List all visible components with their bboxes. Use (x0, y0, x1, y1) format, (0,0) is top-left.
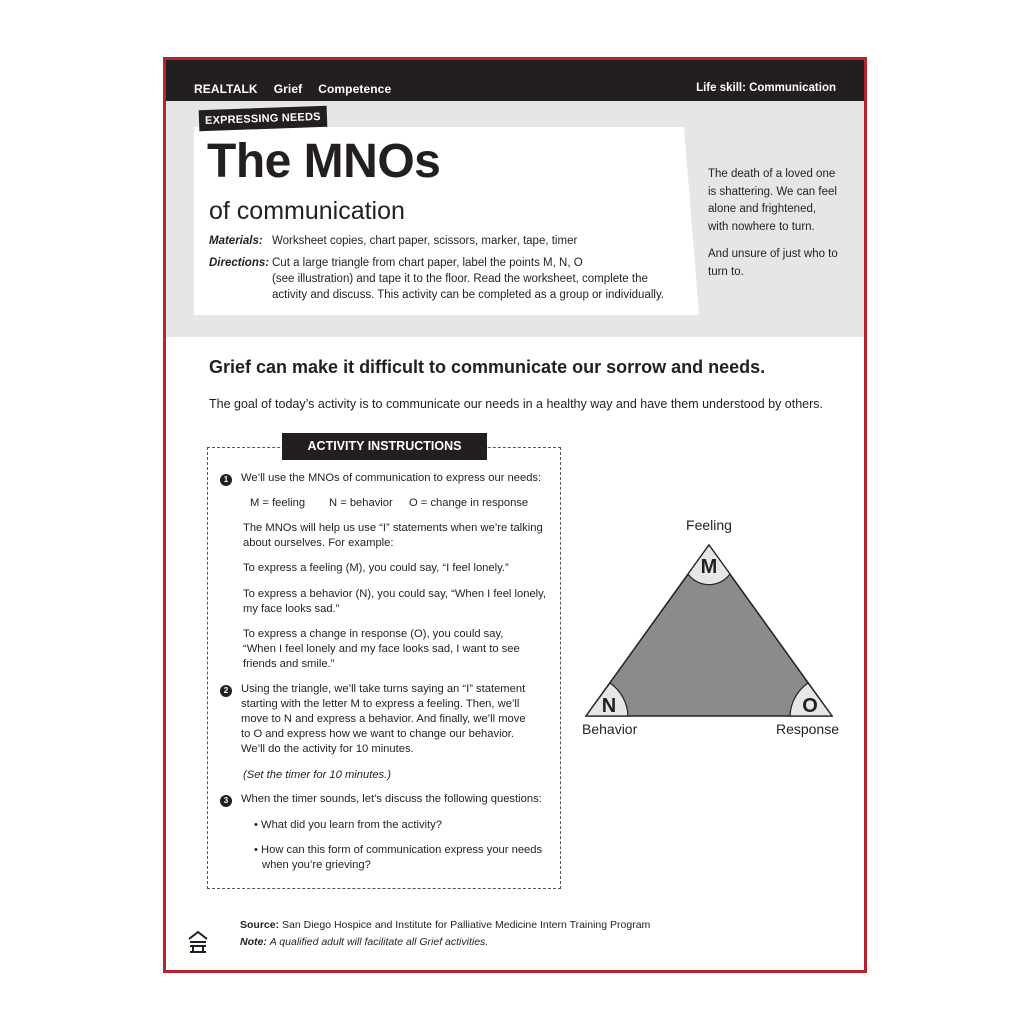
source-line (240, 918, 650, 933)
response-label: Response (775, 721, 839, 737)
step-2-text (241, 682, 526, 757)
directions-label: Directions: (209, 257, 270, 269)
note-text: A qualified adult will facilitate all Grief activities. (269, 936, 489, 948)
directions-text (272, 255, 692, 303)
text-line: friends and smile.” (243, 658, 335, 670)
text-line: about ourselves. For example: (243, 537, 394, 549)
worksheet-page (163, 57, 867, 973)
timer-note: (Set the timer for 10 minutes.) (243, 769, 391, 781)
text-line: To express a change in response (O), you could say, (243, 628, 504, 640)
o-letter: O (802, 695, 818, 717)
top-bar (166, 60, 864, 101)
text-line: “When I feel lonely and my face looks sad, I want to see (243, 643, 520, 655)
nav-realtalk: REALTALK (194, 82, 258, 96)
example-response (243, 627, 520, 672)
directions-line: (see illustration) and tape it to the floor. Read the worksheet, complete the (272, 273, 648, 285)
text-line: to O and express how we want to change our behavior. (241, 728, 515, 740)
source-label: Source: (240, 919, 280, 931)
text-line: Using the triangle, we’ll take turns saying an “I” statement (241, 683, 526, 695)
directions-line: Cut a large triangle from chart paper, label the points M, N, O (272, 257, 583, 269)
m-definition: M = feeling (250, 497, 306, 509)
materials-text: Worksheet copies, chart paper, scissors, marker, tape, timer (272, 235, 578, 247)
text-line: my face looks sad.” (243, 603, 340, 615)
nav-competence: Competence (318, 82, 392, 96)
materials-label: Materials: (209, 235, 263, 247)
mno-triangle-diagram (576, 515, 846, 745)
step-3-text: When the timer sounds, let’s discuss the following questions: (241, 793, 542, 805)
example-behavior (243, 587, 546, 617)
page-title: The MNOs (207, 135, 441, 188)
note-line (240, 935, 488, 950)
lead-heading: Grief can make it difficult to communicate our sorrow and needs. (209, 357, 766, 377)
hero-section (166, 101, 864, 337)
m-letter: M (700, 556, 718, 578)
text-line: when you’re grieving? (262, 859, 371, 871)
breadcrumb (194, 82, 391, 96)
text-line: • How can this form of communication express your needs (254, 844, 543, 856)
text-line: starting with the letter M to express a feeling. Then, we’ll (241, 698, 520, 710)
side-note-paragraph: And unsure of just who to turn to. (708, 248, 838, 278)
question-2 (254, 843, 542, 873)
category-tag: EXPRESSING NEEDS (199, 106, 327, 131)
nav-grief: Grief (273, 82, 303, 96)
house-icon (187, 930, 209, 954)
o-definition: O = change in response (409, 497, 529, 509)
step-number: 3 (220, 795, 232, 807)
n-definition: N = behavior (329, 497, 393, 509)
note-label: Note: (240, 936, 267, 948)
text-line: We’ll do the activity for 10 minutes. (241, 743, 414, 755)
step-number: 1 (220, 474, 232, 486)
life-skill-label: Life skill: Communication (696, 82, 836, 94)
step-1-text: We’ll use the MNOs of communication to express our needs: (241, 472, 542, 484)
side-note-paragraph: The death of a loved one is shattering. We can feel alone and frightened, with nowhere to turn. (708, 168, 837, 233)
example-intro (243, 521, 543, 551)
n-letter: N (601, 695, 617, 717)
text-line: To express a behavior (N), you could say, “When I feel lonely, (243, 588, 547, 600)
page-subtitle: of communication (209, 197, 405, 225)
source-text: San Diego Hospice and Institute for Palliative Medicine Intern Training Program (282, 919, 651, 931)
activity-heading: ACTIVITY INSTRUCTIONS (282, 433, 487, 460)
question-1: • What did you learn from the activity? (254, 819, 442, 831)
text-line: move to N and express a behavior. And finally, we’ll move (241, 713, 526, 725)
feeling-label: Feeling (686, 517, 732, 533)
text-line: The MNOs will help us use “I” statements when we’re talking (243, 522, 543, 534)
goal-text: The goal of today’s activity is to communicate our needs in a healthy way and have them understood by others. (209, 397, 824, 411)
step-number: 2 (220, 685, 232, 697)
directions-line: activity and discuss. This activity can be completed as a group or individually. (272, 289, 665, 301)
example-feeling: To express a feeling (M), you could say, “I feel lonely.” (243, 562, 509, 574)
side-note (708, 166, 838, 291)
behavior-label: Behavior (582, 721, 638, 737)
